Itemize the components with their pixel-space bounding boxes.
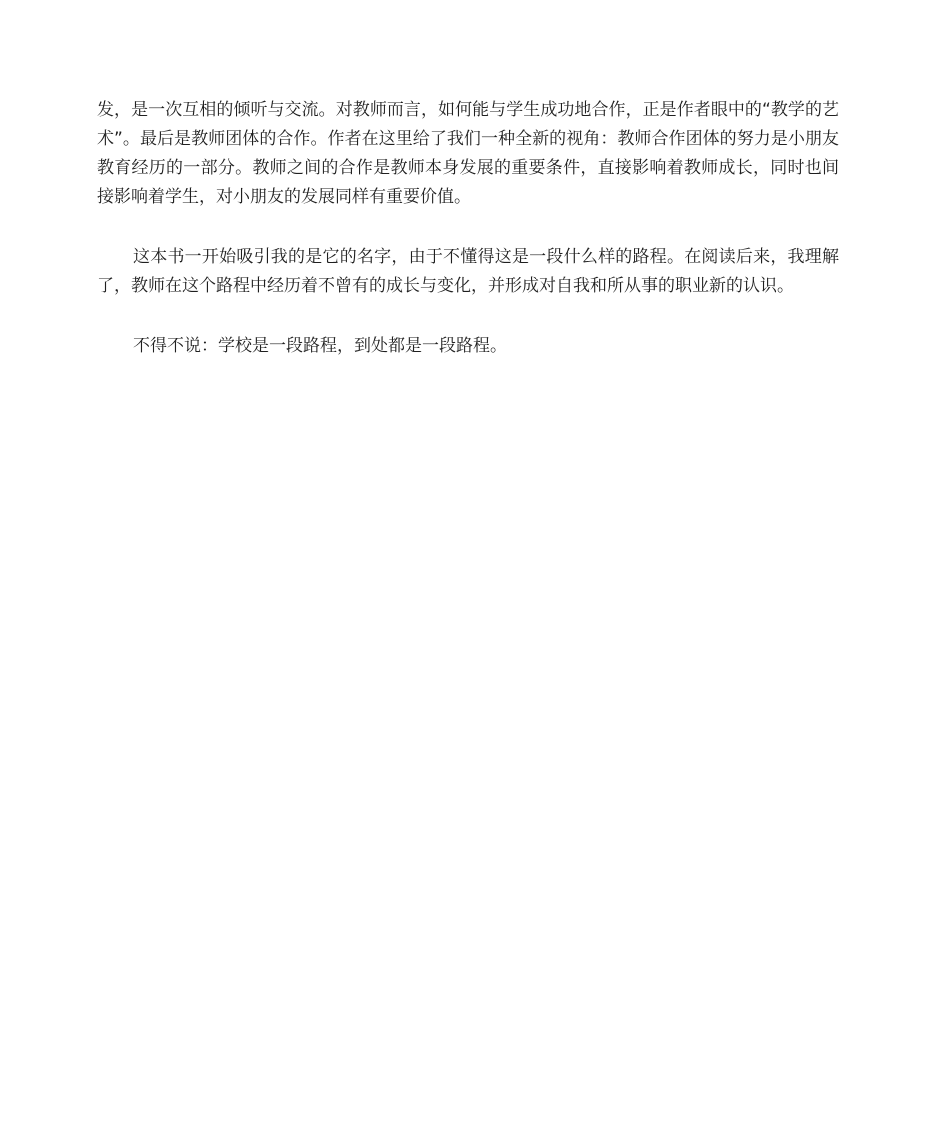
paragraph-continuation: 发，是一次互相的倾听与交流。对教师而言，如何能与学生成功地合作，正是作者眼中的“教学的艺术”。最后是教师团体的合作。作者在这里给了我们一种全新的视角：教师合作团体的努力是小朋友教育经历的一部分。教师之间的合作是教师本身发展的重要条件，直接影响着教师成长，同时也间接影响着学生，对小朋友的发展同样有重要价值。 [97, 100, 839, 207]
paragraph-book-title-reflection: 这本书一开始吸引我的是它的名字，由于不懂得这是一段什么样的路程。在阅读后来，我理解了，教师在这个路程中经历着不曾有的成长与变化，并形成对自我和所从事的职业新的认识。 [97, 247, 839, 296]
paragraph-closing-remark: 不得不说：学校是一段路程，到处都是一段路程。 [133, 336, 507, 356]
